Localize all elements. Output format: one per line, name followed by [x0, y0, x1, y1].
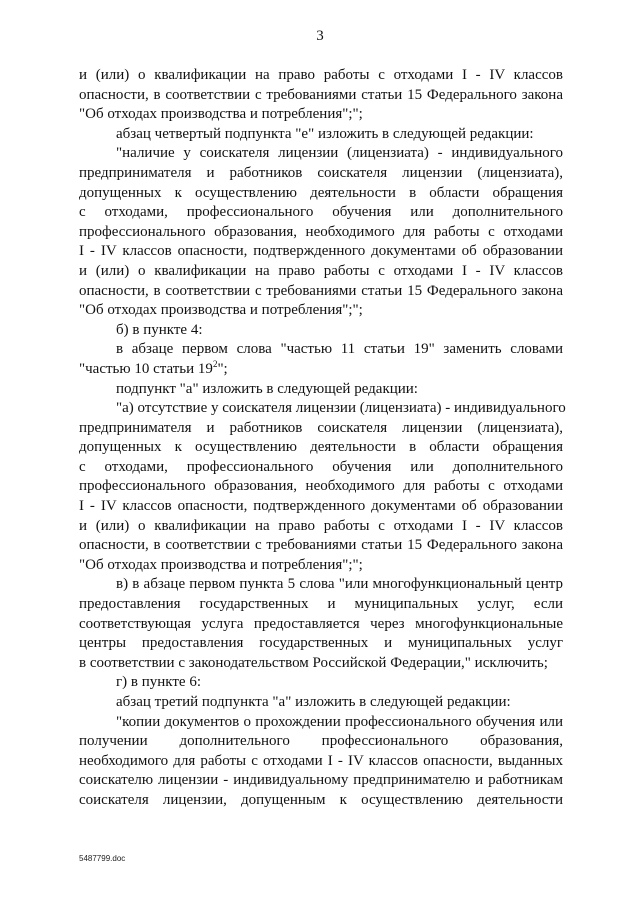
paragraph	[79, 321, 563, 341]
paragraph	[79, 380, 563, 400]
text-line: предпринимателя и работников соискателя лицензии (лицензиата),	[79, 419, 563, 436]
paragraph	[79, 125, 563, 145]
text-line: центры предоставления государственных и муниципальных услуг	[79, 635, 563, 652]
text-line: г) в пункте 6:	[116, 674, 202, 691]
text-line: подпункт "а" изложить в следующей редакции:	[116, 380, 418, 397]
paragraph	[79, 399, 566, 575]
paragraph	[79, 693, 563, 713]
paragraph	[79, 575, 563, 673]
text-line: необходимого для работы с отходами I - IV классов опасности, выданных	[79, 752, 563, 769]
text-line: получении дополнительного профессионального образования,	[79, 733, 563, 750]
text-line: "копии документов о прохождении профессионального обучения или	[116, 713, 563, 730]
page-number: 3	[316, 28, 324, 44]
paragraph	[79, 340, 563, 379]
text-line: I - IV классов опасности, подтвержденного документами об образовании	[79, 498, 563, 515]
text-line: абзац третий подпункта "а" изложить в следующей редакции:	[116, 694, 511, 710]
text-line: с отходами, профессионального обучения или дополнительного	[79, 458, 563, 475]
text-line: "Об отходах производства и потребления";";	[79, 302, 363, 319]
paragraph	[79, 144, 563, 320]
text-line: опасности, в соответствии с требованиями статьи 15 Федерального закона	[79, 282, 563, 299]
text-line: предпринимателя и работников соискателя лицензии (лицензиата),	[79, 164, 563, 181]
text-line: с отходами, профессионального обучения или дополнительного	[79, 204, 563, 221]
text-line: "Об отходах производства и потребления";";	[79, 106, 363, 123]
text-line: "Об отходах производства и потребления";";	[79, 556, 363, 573]
text-line: допущенных к осуществлению деятельности в области обращения	[79, 439, 563, 456]
document-footer-filename: 5487799.doc	[79, 854, 126, 863]
text-line: абзац четвертый подпункта "е" изложить в следующей редакции:	[116, 125, 534, 142]
text-line: "наличие у соискателя лицензии (лицензиата) - индивидуального	[116, 145, 563, 162]
text-line: в абзаце первом слова "частью 11 статьи 19" заменить словами	[116, 341, 563, 358]
text-line: соискателю лицензии - индивидуальному предпринимателю и работникам	[79, 772, 563, 789]
text-line: и (или) о квалификации на право работы с отходами I - IV классов	[79, 517, 563, 534]
text-line: б) в пункте 4:	[116, 321, 203, 338]
text-line: "а) отсутствие у соискателя лицензии (лицензиата) - индивидуального	[116, 400, 566, 417]
document-body	[79, 66, 566, 811]
text-line: I - IV классов опасности, подтвержденного документами об образовании	[79, 243, 563, 260]
text-line: предоставления государственных и муниципальных услуг, если	[79, 596, 563, 613]
text-line: профессионального образования, необходимого для работы с отходами	[79, 478, 563, 495]
paragraph	[79, 673, 563, 693]
text-line: соответствующая услуга предоставляется через многофункциональные	[79, 615, 563, 632]
text-line: и (или) о квалификации на право работы с отходами I - IV классов	[79, 262, 563, 279]
text-line: "частью 10 статьи $19^2$";	[79, 358, 228, 377]
paragraph	[79, 713, 563, 811]
text-line: в) в абзаце первом пункта 5 слова "или многофункциональный центр	[116, 576, 563, 593]
text-line: опасности, в соответствии с требованиями статьи 15 Федерального закона	[79, 86, 563, 103]
text-line: и (или) о квалификации на право работы с отходами I - IV классов	[79, 67, 563, 83]
text-line: соискателя лицензии, допущенным к осуществлению деятельности	[79, 791, 563, 808]
text-line: опасности, в соответствии с требованиями статьи 15 Федерального закона	[79, 537, 563, 554]
paragraph	[79, 66, 563, 125]
text-line: профессионального образования, необходимого для работы с отходами	[79, 223, 563, 240]
text-line: допущенных к осуществлению деятельности в области обращения	[79, 184, 563, 201]
text-line: в соответствии с законодательством Российской Федерации," исключить;	[79, 654, 548, 671]
